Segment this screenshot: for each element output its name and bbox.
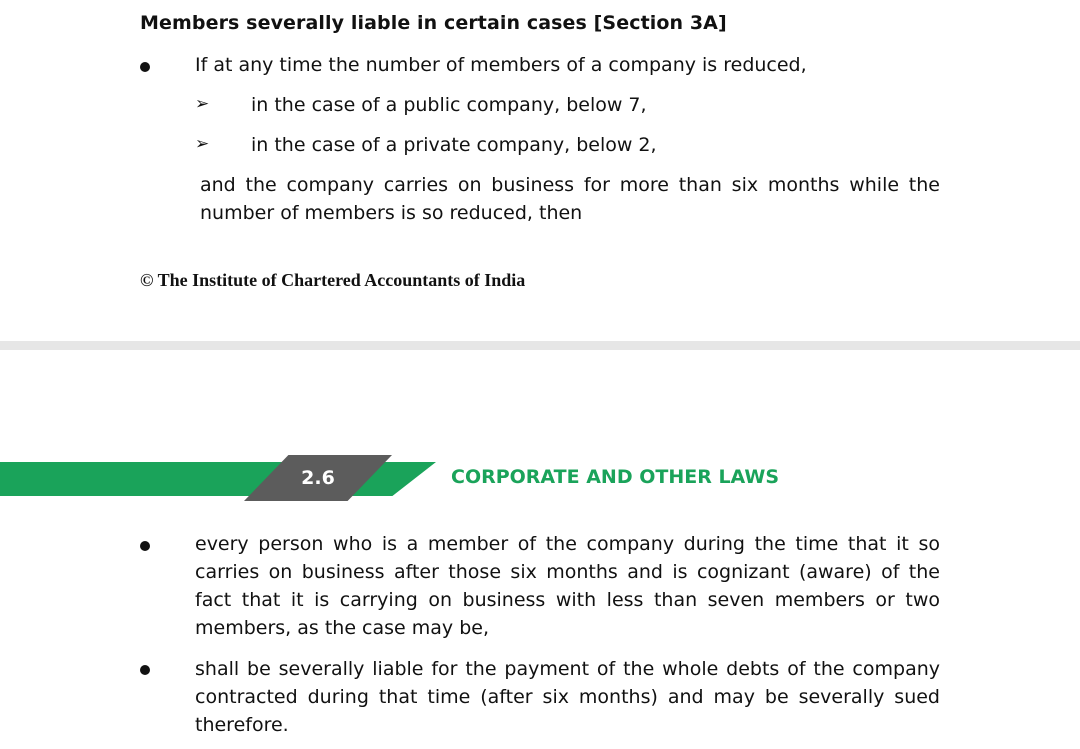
copyright-footer: © The Institute of Chartered Accountants of India — [140, 270, 526, 290]
bullet-icon — [140, 541, 150, 551]
arrow-bullet-icon: ➢ — [195, 94, 210, 114]
page-divider — [0, 341, 1080, 350]
bullet-text-severally-liable: shall be severally liable for the payment of the whole debts of the company contracted during that time (after six months) and may be severally sued therefore. — [195, 658, 940, 736]
intro-text: If at any time the number of members of a company is reduced, — [195, 54, 807, 76]
running-head-title: CORPORATE AND OTHER LAWS — [451, 466, 780, 488]
sub-item-private: in the case of a private company, below 2, — [251, 134, 657, 156]
page-number: 2.6 — [301, 467, 335, 489]
continuation-text: and the company carries on business for more than six months while the number of members is so reduced, then — [200, 174, 940, 224]
section-heading: Members severally liable in certain cases [Section 3A] — [140, 12, 727, 34]
arrow-bullet-icon: ➢ — [195, 134, 210, 154]
bullet-icon — [140, 62, 150, 72]
bullet-text-every-person: every person who is a member of the company during the time that it so carries on business after those six months and is cognizant (aware) of the fact that it is carrying on business with less than seven members or two members, as the case may be, — [195, 533, 940, 639]
bullet-icon — [140, 665, 150, 675]
sub-item-public: in the case of a public company, below 7, — [251, 94, 647, 116]
